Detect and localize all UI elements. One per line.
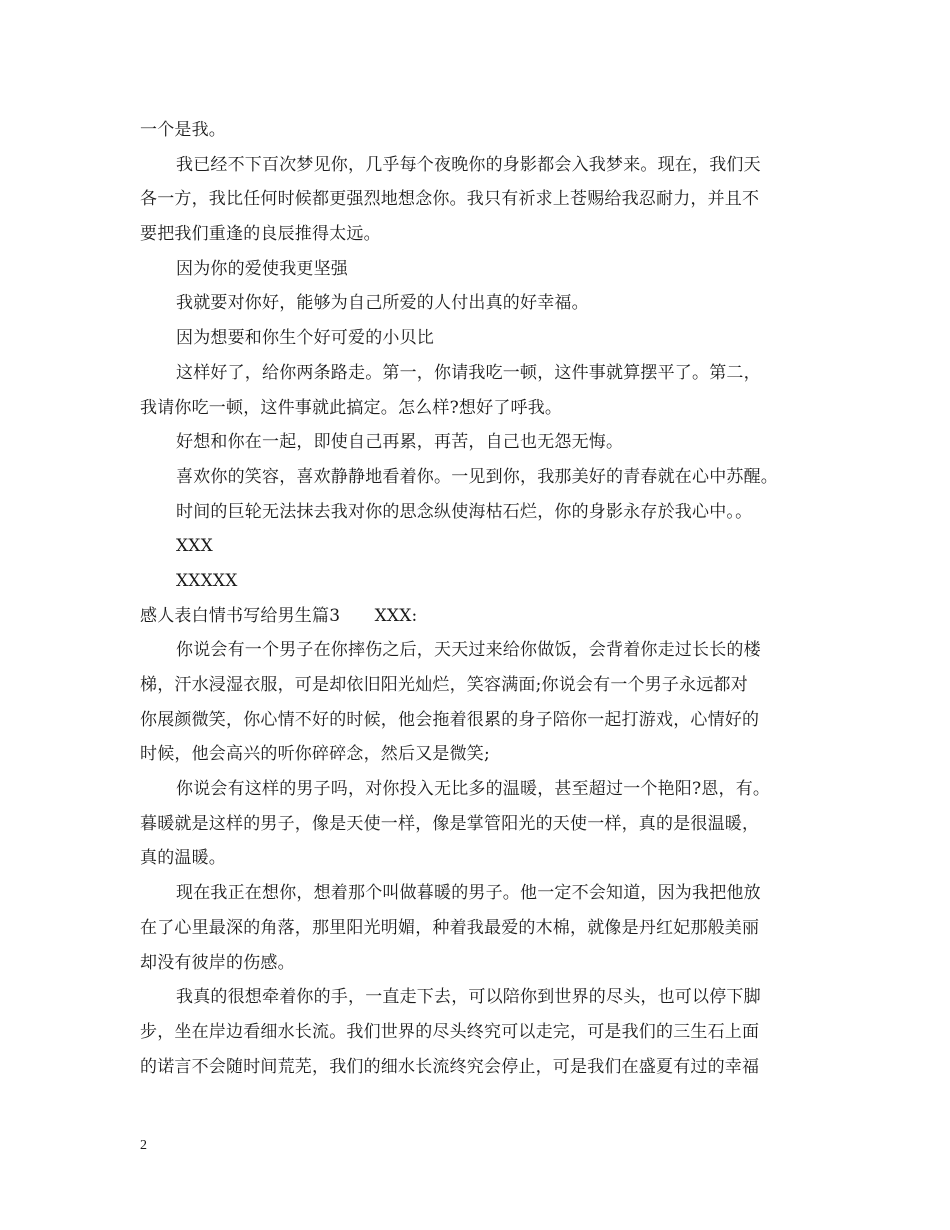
text-line: 我真的很想牵着你的手，一直走下去，可以陪你到世界的尽头，也可以停下脚: [176, 987, 761, 1008]
text-line: 各一方，我比任何时候都更强烈地想念你。我只有祈求上苍赐给我忍耐力，并且不: [140, 189, 760, 210]
text-line: 我请你吃一顿，这件事就此搞定。怎么样?想好了呼我。: [140, 397, 563, 418]
text-line: XXXXX: [176, 570, 238, 591]
page-number: 2: [140, 1138, 147, 1153]
text-line: 我已经不下百次梦见你，几乎每个夜晚你的身影都会入我梦来。现在，我们天: [176, 154, 761, 175]
text-line: 现在我正在想你，想着那个叫做暮暖的男子。他一定不会知道，因为我把他放: [176, 883, 761, 904]
document-body: [140, 113, 828, 1084]
text-line: 你展颜微笑，你心情不好的时候，他会拖着很累的身子陪你一起打游戏，心情好的: [140, 709, 760, 730]
text-line: 一个是我。: [140, 120, 226, 140]
text-line: 好想和你在一起，即使自己再累，再苦，自己也无怨无悔。: [176, 432, 624, 453]
text-line: 的诺言不会随时间荒芜，我们的细水长流终究会停止，可是我们在盛夏有过的幸福: [140, 1056, 760, 1077]
text-line: 你说会有一个男子在你摔伤之后，天天过来给你做饭，会背着你走过长长的楼: [176, 640, 761, 661]
text-line: 要把我们重逢的良辰推得太远。: [140, 224, 381, 245]
text-line: 在了心里最深的角落，那里阳光明媚，种着我最爱的木棉，就像是丹红妃那般美丽: [140, 917, 760, 938]
text-line: 你说会有这样的男子吗，对你投入无比多的温暖，甚至超过一个艳阳?恩，有。: [176, 779, 771, 800]
text-line: 却没有彼岸的伤感。: [140, 952, 295, 973]
section-heading: 感人表白情书写给男生篇3 XXX:: [140, 605, 418, 626]
text-line: 因为你的爱使我更坚强: [176, 258, 348, 279]
text-line: 时间的巨轮无法抹去我对你的思念纵使海枯石烂，你的身影永存於我心中。。: [176, 501, 753, 522]
text-line: 我就要对你好，能够为自己所爱的人付出真的好幸福。: [176, 293, 589, 314]
text-line: 时候，他会高兴的听你碎碎念，然后又是微笑;: [140, 744, 490, 765]
text-line: 喜欢你的笑容，喜欢静静地看着你。一见到你，我那美好的青春就在心中苏醒。: [176, 466, 778, 487]
text-line: 暮暖就是这样的男子，像是天使一样，像是掌管阳光的天使一样，真的是很温暖，: [140, 813, 760, 834]
text-line: 因为想要和你生个好可爱的小贝比: [176, 328, 434, 349]
text-line: 梯，汗水浸湿衣服，可是却依旧阳光灿烂，笑容满面;你说会有一个男子永远都对: [140, 675, 748, 695]
text-line: 真的温暖。: [140, 848, 226, 869]
text-line: 步，坐在岸边看细水长流。我们世界的尽头终究可以走完，可是我们的三生石上面: [140, 1021, 760, 1042]
text-line: XXX: [176, 536, 213, 557]
text-line: 这样好了，给你两条路走。第一，你请我吃一顿，这件事就算摆平了。第二，: [176, 362, 761, 383]
